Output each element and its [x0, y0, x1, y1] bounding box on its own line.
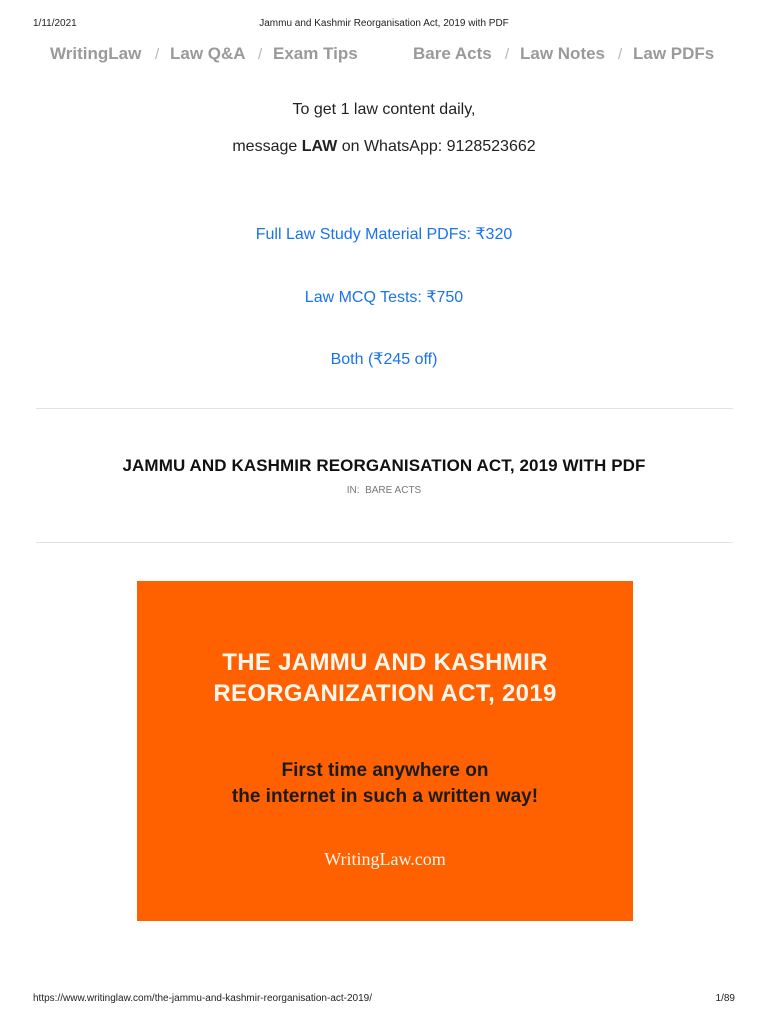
nav-separator: / [505, 46, 510, 63]
nav-separator: / [155, 46, 160, 63]
nav-item-law-notes[interactable]: Law Notes [520, 44, 606, 63]
banner-heading-line-1: THE JAMMU AND KASHMIR [222, 649, 548, 676]
banner-subtitle-line-2: the internet in such a written way! [231, 786, 539, 807]
nav-item-law-qa[interactable]: Law Q&A [170, 44, 246, 63]
promo-line-1: To get 1 law content daily, [292, 101, 476, 118]
promo-keyword: LAW [301, 138, 338, 155]
banner-brand: WritingLaw.com [324, 849, 446, 869]
top-nav [0, 44, 768, 70]
promo-prefix: message [232, 138, 302, 155]
print-url: https://www.writinglaw.com/the-jammu-and-kashmir-reorganisation-act-2019/ [33, 993, 373, 1004]
banner-subtitle-line-1: First time anywhere on [281, 760, 489, 781]
banner-heading-line-2: REORGANIZATION ACT, 2019 [213, 680, 557, 707]
category-link[interactable]: BARE ACTS [365, 485, 422, 496]
study-material-link[interactable]: Full Law Study Material PDFs: ₹320 [255, 226, 513, 243]
article-title: JAMMU AND KASHMIR REORGANISATION ACT, 2019 WITH PDF [122, 456, 646, 475]
nav-item-exam-tips[interactable]: Exam Tips [273, 44, 358, 63]
featured-banner-image [137, 581, 633, 921]
nav-item-law-pdfs[interactable]: Law PDFs [633, 44, 715, 63]
promo-whatsapp: on WhatsApp: 9128523662 [337, 138, 536, 155]
meta-prefix: IN: [346, 485, 360, 496]
nav-separator: / [258, 46, 263, 63]
promo-line-2 [0, 138, 768, 156]
print-page-number: 1/89 [715, 993, 735, 1004]
bundle-offer-link[interactable]: Both (₹245 off) [330, 351, 438, 368]
print-page-title: Jammu and Kashmir Reorganisation Act, 2019 with PDF [259, 18, 509, 29]
nav-separator: / [618, 46, 623, 63]
divider [36, 542, 733, 543]
mcq-tests-link[interactable]: Law MCQ Tests: ₹750 [304, 289, 464, 306]
article-meta [0, 485, 768, 496]
print-date: 1/11/2021 [33, 18, 77, 29]
divider [36, 408, 733, 409]
nav-item-writinglaw[interactable]: WritingLaw [50, 44, 142, 63]
nav-item-bare-acts[interactable]: Bare Acts [413, 44, 492, 63]
